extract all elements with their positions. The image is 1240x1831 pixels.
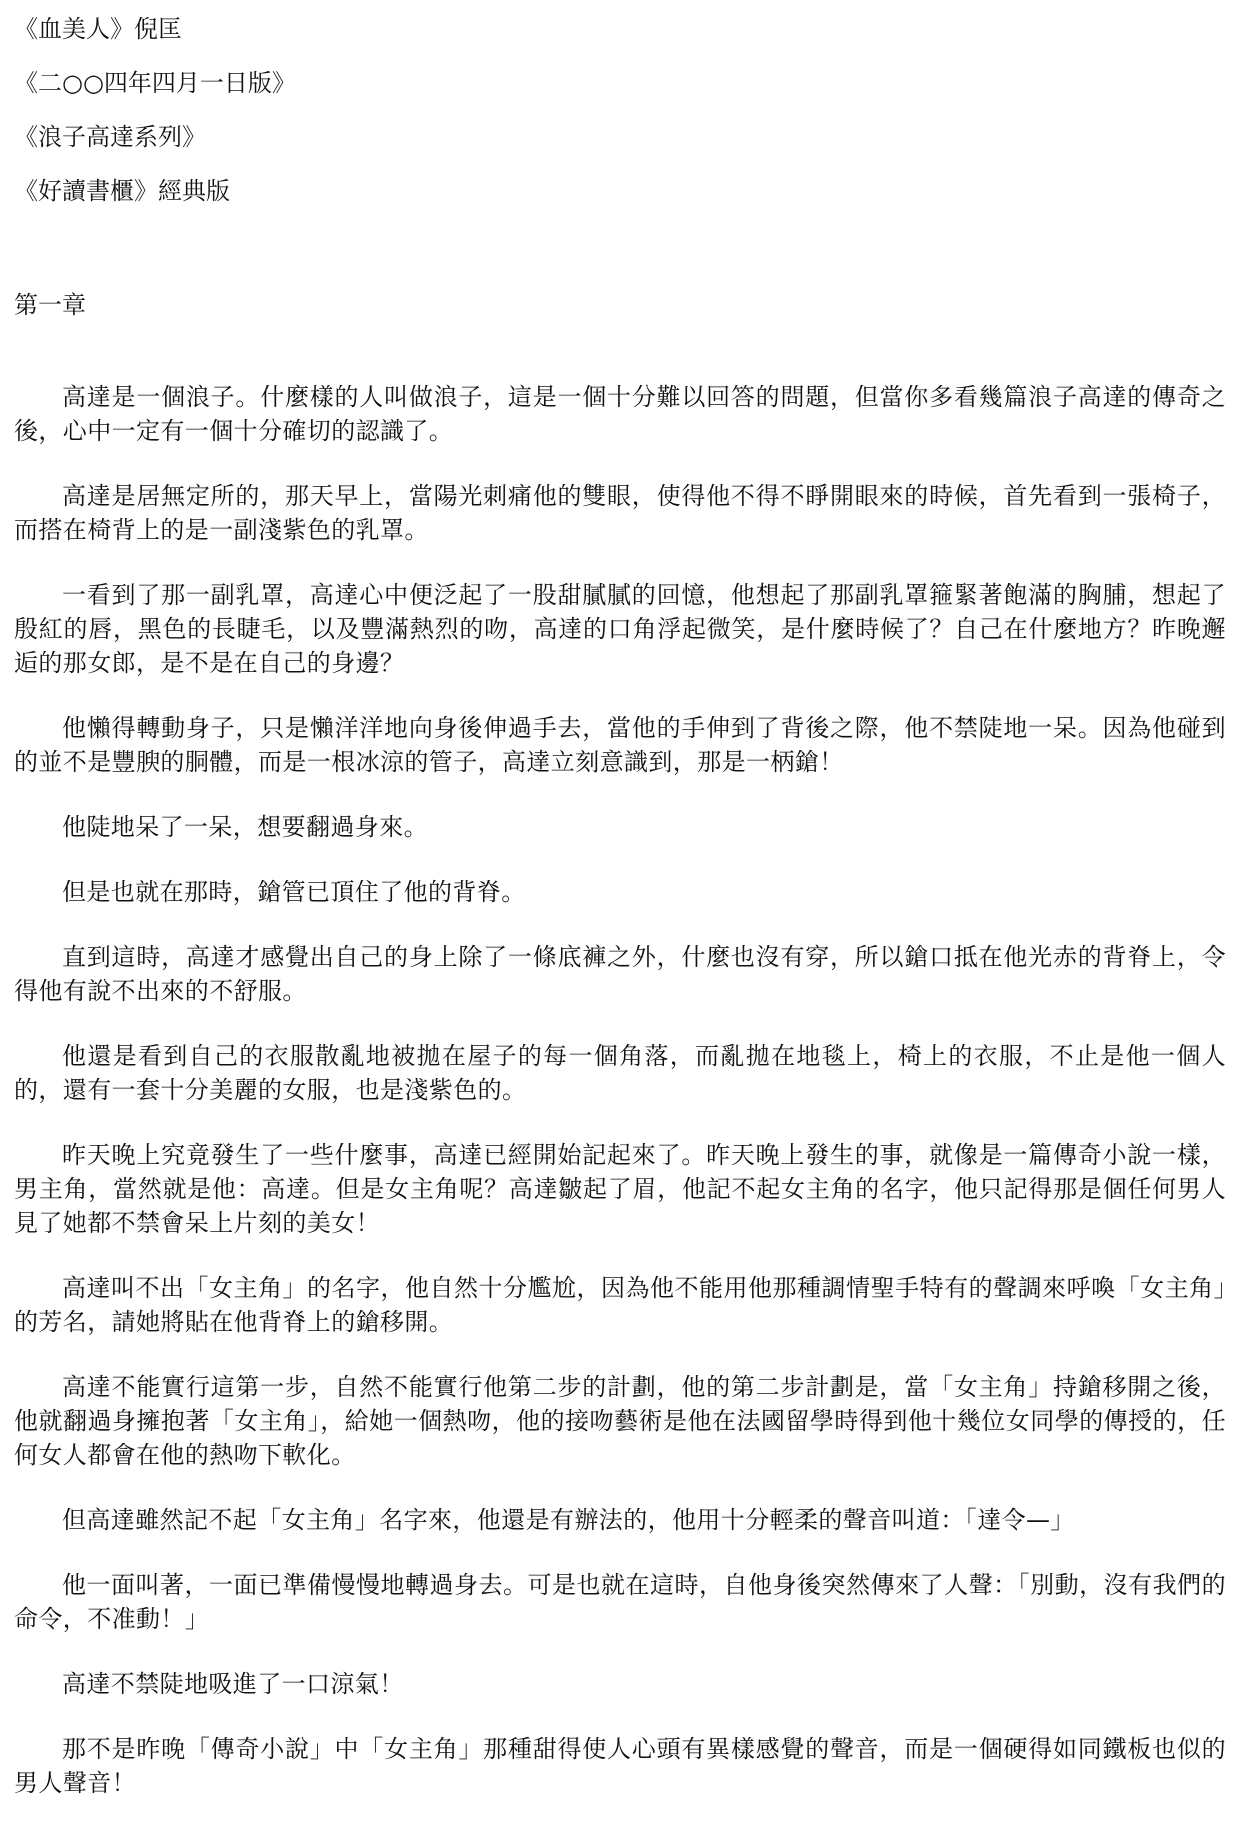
paragraph: 但是也就在那時，鎗管已頂住了他的背脊。: [62, 878, 526, 906]
paragraph: 他陡地呆了一呆，想要翻過身來。: [62, 813, 428, 841]
document-page: [14, 0, 1226, 1797]
paragraph: 那不是昨晚「傳奇小說」中「女主角」那種甜得使人心頭有異樣感覺的聲音，而是一個硬得如同鐵板也似的男人聲音！: [14, 1735, 1226, 1797]
paragraph: 高達不能實行這第一步，自然不能實行他第二步的計劃，他的第二步計劃是，當「女主角」持鎗移開之後，他就翻過身擁抱著「女主角」，給她一個熱吻，他的接吻藝術是他在法國留學時得到他十幾位女同學的傳授的，任何女人都會在他的熱吻下軟化。: [14, 1373, 1226, 1469]
paragraph: 高達是居無定所的，那天早上，當陽光刺痛他的雙眼，使得他不得不睜開眼來的時候，首先看到一張椅子，而搭在椅背上的是一副淺紫色的乳罩。: [14, 482, 1226, 544]
chapter-body: [14, 380, 1226, 1831]
series-name: 《浪子高達系列》: [14, 123, 206, 151]
paragraph: 他還是看到自己的衣服散亂地被拋在屋子的每一個角落，而亂拋在地毯上，椅上的衣服，不止是他一個人的，還有一套十分美麗的女服，也是淺紫色的。: [14, 1042, 1226, 1104]
paragraph: 高達不禁陡地吸進了一口涼氣！: [62, 1670, 404, 1698]
paragraph: 昨天晚上究竟發生了一些什麼事，高達已經開始記起來了。昨天晚上發生的事，就像是一篇傳奇小說一樣，男主角，當然就是他：高達。但是女主角呢？高達皺起了眉，他記不起女主角的名字，他只記得那是個任何男人見了她都不禁會呆上片刻的美女！: [14, 1141, 1226, 1237]
paragraph: 但高達雖然記不起「女主角」名字來，他還是有辦法的，他用十分輕柔的聲音叫道：「達令—」: [62, 1506, 1075, 1534]
edition-date: 《二○○四年四月一日版》: [14, 69, 296, 97]
paragraph: 一看到了那一副乳罩，高達心中便泛起了一股甜膩膩的回憶，他想起了那副乳罩箍緊著飽滿的胸脯，想起了殷紅的唇，黑色的長睫毛，以及豐滿熱烈的吻，高達的口角浮起微笑，是什麼時候了？自己在什麼地方？昨晚邂逅的那女郎，是不是在自己的身邊？: [14, 581, 1226, 677]
paragraph: 高達叫不出「女主角」的名字，他自然十分尷尬，因為他不能用他那種調情聖手特有的聲調來呼喚「女主角」的芳名，請她將貼在他背脊上的鎗移開。: [14, 1274, 1226, 1336]
paragraph: 他一面叫著，一面已準備慢慢地轉過身去。可是也就在這時，自他身後突然傳來了人聲：「別動，沒有我們的命令，不准動！」: [14, 1571, 1226, 1633]
book-title-author: 《血美人》倪匡: [14, 15, 182, 43]
paragraph: 高達是一個浪子。什麼樣的人叫做浪子，這是一個十分難以回答的問題，但當你多看幾篇浪子高達的傳奇之後，心中一定有一個十分確切的認識了。: [14, 383, 1226, 445]
paragraph: 直到這時，高達才感覺出自己的身上除了一條底褲之外，什麼也沒有穿，所以鎗口抵在他光赤的背脊上，令得他有說不出來的不舒服。: [14, 943, 1226, 1005]
paragraph: 他懶得轉動身子，只是懶洋洋地向身後伸過手去，當他的手伸到了背後之際，他不禁陡地一呆。因為他碰到的並不是豐腴的胴體，而是一根冰涼的管子，高達立刻意識到，那是一柄鎗！: [14, 714, 1226, 776]
chapter-title: 第一章: [14, 291, 86, 319]
publisher-edition: 《好讀書櫃》經典版: [14, 177, 230, 205]
